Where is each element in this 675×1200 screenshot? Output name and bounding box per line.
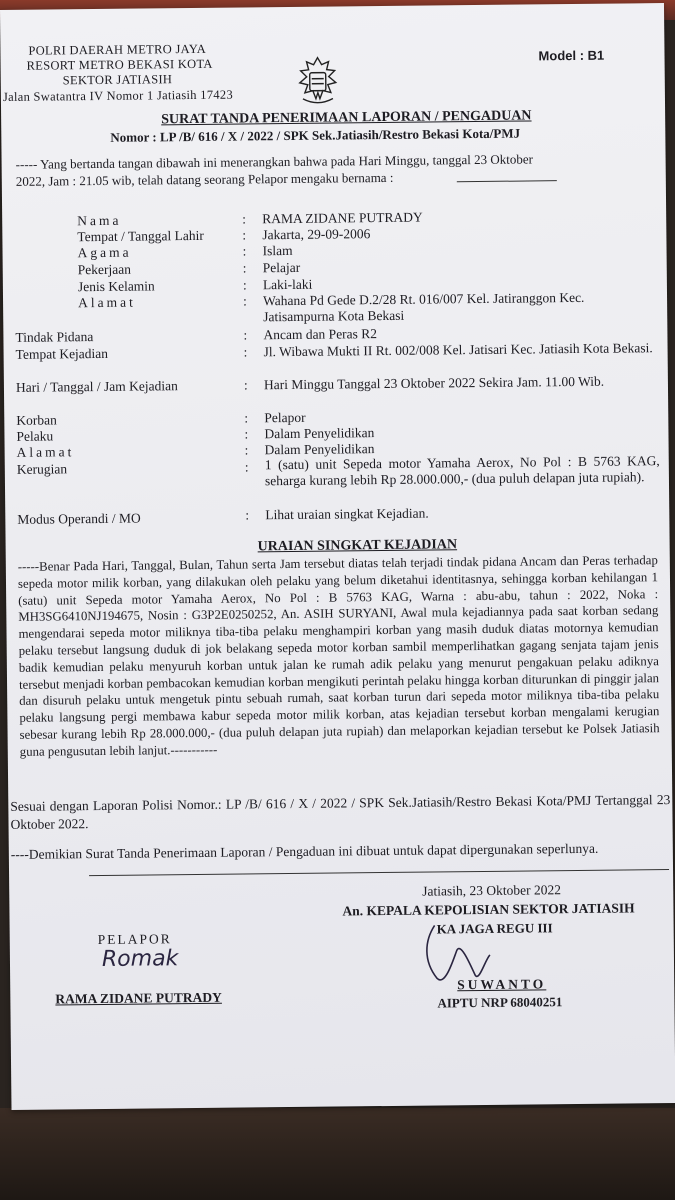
field-label-alamat: Alamat (77, 294, 136, 311)
colon: : (242, 227, 247, 243)
colon: : (244, 410, 249, 426)
colon: : (244, 442, 249, 458)
org-line-2: RESORT METRO BEKASI KOTA (26, 56, 213, 73)
field-label-hari-tanggal: Hari / Tanggal / Jam Kejadian (15, 378, 178, 395)
colon: : (242, 293, 247, 309)
closing-statement: ----Demikian Surat Tanda Penerimaan Laporan / Pengaduan ini dibuat untuk dapat dipergunakan seperlunya. (10, 840, 599, 862)
field-label-tindak-pidana: Tindak Pidana (15, 329, 94, 345)
field-label-pekerjaan: Pekerjaan (77, 261, 132, 278)
colon: : (243, 344, 248, 360)
colon: : (242, 260, 247, 276)
field-value-korban: Pelapor (264, 409, 306, 426)
colon: : (242, 211, 247, 227)
police-emblem-icon (292, 54, 343, 107)
field-value-alamat: Wahana Pd Gede D.2/28 Rt. 016/007 Kel. Jatiranggon Kec. Jatisampurna Kota Bekasi (262, 289, 585, 325)
field-value-pekerjaan: Pelajar (262, 259, 301, 276)
sign-place-date: Jatiasih, 23 Oktober 2022 (422, 882, 562, 899)
sign-rank: KA JAGA REGU III (436, 920, 553, 937)
document-title: SURAT TANDA PENERIMAAN LAPORAN / PENGADUAN (161, 108, 532, 128)
intro-line-1: ----- Yang bertanda tangan dibawah ini menerangkan bahwa pada Hari Minggu, tanggal 23 Oktober (15, 151, 533, 172)
officer-nrp: AIPTU NRP 68040251 (437, 994, 563, 1011)
colon: : (242, 277, 247, 293)
uraian-paragraph: -----Benar Pada Hari, Tanggal, Bulan, Tahun serta Jam tersebut diatas telah terjadi tindak pidana Ancam dan Peras terhadap sepeda motor milik korban, yang dilakukan oleh pelaku yang belum diketahui identitasnya, sehingga korban kehilangan 1 (satu) unit Sepeda motor Yamaha Aerox, No Pol : B 5763 KAG, Warna : abu-abu, tahun : 2022, Noka : MH3SG6410NJ194675, Nosin : G3P2E0250252, An. ASIH SURYANI, Awal mula kejadiannya pada saat korban sedang mengendarai sepeda motor miliknya tiba-tiba pelaku menghampiri korban yang masih duduk diatas motornya kemudian pelaku tersebut langsung duduk di jok belakang sepeda motor korban sambil memperlihatkan gagang senjata tajam jenis badik kemudian pelaku menyuruh korban untuk jalan ke rumah adik pelaku yang menurut pengakuan pelaku adiknya tersebut menjadi korban pembacokan kemudian korban mengikuti perintah pelaku hingga korban diturunkan di pinggir jalan dan disuruh pelaku untuk mengetuk pintu sebuah rumah, saat korban turun dari sepeda motor miliknya tiba-tiba pelaku pelaku langsung pergi membawa kabur sepeda motor milik korban, atas kejadian tersebut korban mengalami kerugian sebesar kurang lebih Rp 28.000.000,- (dua puluh delapan juta rupiah) dan melaporkan kejadian tersebut ke Polsek Jatiasih guna pengusutan lebih lanjut.----------- (17, 553, 660, 759)
field-label-agama: Agama (77, 244, 132, 261)
uraian-heading: URAIAN SINGKAT KEJADIAN (257, 537, 458, 555)
intro-line-2: 2022, Jam : 21.05 wib, telah datang seorang Pelapor mengaku bernama : (15, 169, 394, 189)
document-page (0, 3, 675, 1110)
org-address: Jalan Swatantra IV Nomor 1 Jatiasih 17423 (2, 87, 234, 104)
org-line-3: SEKTOR JATIASIH (62, 72, 173, 88)
sign-office-title: An. KEPALA KEPOLISIAN SEKTOR JATIASIH (342, 900, 635, 919)
field-label-kerugian: Kerugian (16, 461, 68, 477)
closing-reference: Sesuai dengan Laporan Polisi Nomor.: LP /B/ 616 / X / 2022 / SPK Sek.Jatiasih/Restro Bekasi Kota/PMJ Tertanggal 23 Oktober 2022. (10, 792, 671, 832)
colon: : (242, 243, 247, 259)
field-label-jenis-kelamin: Jenis Kelamin (77, 278, 155, 295)
field-value-pelaku: Dalam Penyelidikan (264, 425, 375, 442)
field-value-ttl: Jakarta, 29-09-2006 (262, 226, 371, 243)
model-label: Model : B1 (538, 47, 605, 64)
field-value-alamat-pelaku: Dalam Penyelidikan (264, 441, 375, 458)
colon: : (244, 426, 249, 442)
org-line-1: POLRI DAERAH METRO JAYA (28, 41, 207, 58)
field-value-nama: RAMA ZIDANE PUTRADY (262, 209, 423, 227)
reporter-name: RAMA ZIDANE PUTRADY (55, 989, 222, 1007)
colon: : (245, 507, 250, 523)
background-bottom (0, 1108, 675, 1200)
colon: : (243, 327, 248, 343)
field-label-nama: Nama (77, 212, 122, 229)
field-value-modus-operandi: Lihat uraian singkat Kejadian. (265, 505, 429, 523)
colon: : (244, 459, 249, 475)
field-value-tindak-pidana: Ancam dan Peras R2 (263, 326, 378, 343)
field-value-agama: Islam (262, 242, 293, 259)
reporter-label: PELAPOR (97, 931, 172, 948)
field-label-ttl: Tempat / Tanggal Lahir (77, 227, 204, 245)
field-label-tempat-kejadian: Tempat Kejadian (15, 345, 109, 362)
colon: : (243, 377, 248, 393)
field-value-hari-tanggal: Hari Minggu Tanggal 23 Oktober 2022 Sekira Jam. 11.00 Wib. (263, 373, 605, 393)
field-value-tempat-kejadian: Jl. Wibawa Mukti II Rt. 002/008 Kel. Jatisari Kec. Jatiasih Kota Bekasi. (263, 340, 653, 360)
field-label-pelaku: Pelaku (16, 428, 54, 444)
document-number: Nomor : LP /B/ 616 / X / 2022 / SPK Sek.Jatiasih/Restro Bekasi Kota/PMJ (110, 125, 521, 145)
field-value-jenis-kelamin: Laki-laki (262, 276, 313, 293)
closing-dash-line (89, 869, 669, 876)
field-label-modus-operandi: Modus Operandi / MO (17, 510, 141, 527)
reporter-signature: Romak (101, 946, 179, 972)
field-value-kerugian: 1 (satu) unit Sepeda motor Yamaha Aerox, No Pol : B 5763 KAG, seharga kurang lebih Rp 28.000.000,- (dua puluh delapan juta rupiah). (264, 453, 660, 489)
officer-name: SUWANTO (457, 976, 547, 993)
field-label-alamat-pelaku: Alamat (16, 444, 75, 460)
intro-dash-line (457, 180, 557, 182)
field-label-korban: Korban (16, 412, 57, 428)
